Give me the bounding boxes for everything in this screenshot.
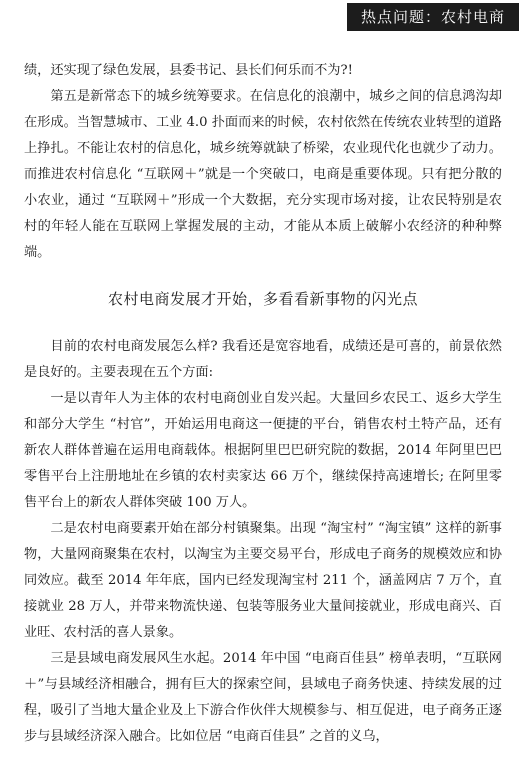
paragraph-point-two: 二是农村电商要素开始在部分村镇聚集。出现 “淘宝村” “淘宝镇” 这样的新事物，大量网商聚集在农村，以淘宝为主要交易平台，形成电子商务的规模效应和协同效应。截至 2014 年年底，国内已经发现淘宝村 211 个，涵盖网店 7 万个，直接就业 28 万人，并带来物流快递、包装等服务业大量间接就业，形成电商兴、百业旺、农村活的喜人景象。 — [24, 521, 502, 640]
section-heading: 农村电商发展才开始，多看看新事物的闪光点 — [107, 290, 418, 308]
paragraph-intro: 目前的农村电商发展怎么样? 我看还是宽容地看，成绩还是可喜的，前景依然是良好的。主要表现在五个方面: — [24, 339, 502, 380]
header-topic-label: 热点问题：农村电商 — [347, 3, 519, 31]
paragraph-point-one: 一是以青年人为主体的农村电商创业自发兴起。大量回乡农民工、返乡大学生和部分大学生 “村官”，开始运用电商这一便捷的平台，销售农村土特产品，还有新农人群体普遍在运用电商载体。根据阿里巴巴研究院的数据，2014 年阿里巴巴零售平台上注册地址在乡镇的农村卖家达 66 万个，继续保持高速增长; 在阿里零售平台上的新农人群体突破 100 万人。 — [24, 391, 502, 510]
paragraph-point-three: 三是县域电商发展风生水起。2014 年中国 “电商百佳县” 榜单表明，“互联网＋”与县域经济相融合，拥有巨大的探索空间，县域电子商务快速、持续发展的过程，吸引了当地大量企业及上下游合作伙伴大规模参与、相互促进，电子商务正逐步与县域经济深入融合。比如位居 “电商百佳县” 之首的义乌， — [24, 651, 502, 744]
paragraph-fifth-point: 第五是新常态下的城乡统筹要求。在信息化的浪潮中，城乡之间的信息鸿沟却在形成。当智慧城市、工业 4.0 扑面而来的时候，农村依然在传统农业转型的道路上挣扎。不能让农村的信息化，城乡统筹就缺了桥梁，农业现代化也就少了动力。而推进农村信息化 “互联网＋”就是一个突破口，电商是重要体现。只有把分散的小农业，通过 “互联网＋”形成一个大数据，充分实现市场对接，让农民特别是农村的年轻人能在互联网上掌握发展的主动，才能从本质上破解小农经济的种种弊端。 — [24, 89, 502, 260]
article-body — [24, 58, 502, 750]
paragraph-continuation: 绩，还实现了绿色发展，县委书记、县长们何乐而不为?! — [24, 63, 353, 78]
